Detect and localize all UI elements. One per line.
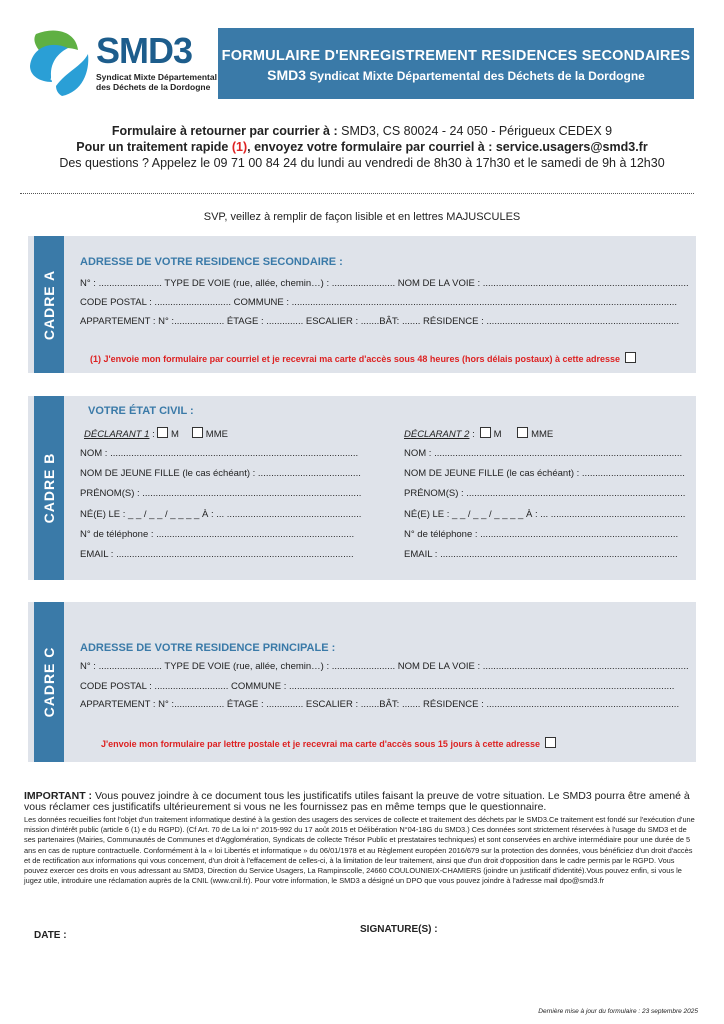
cadre-a-title: ADRESSE DE VOTRE RESIDENCE SECONDAIRE : — [80, 256, 343, 268]
declarant2-m-checkbox[interactable] — [480, 427, 491, 438]
declarant1-header: DÉCLARANT 1 : M MME — [84, 429, 228, 440]
form-subtitle — [218, 67, 694, 83]
cadre-c-label: CADRE C — [41, 646, 57, 718]
logo-subtitle — [96, 72, 217, 92]
declarant1-nom[interactable]: NOM : .............................................................................................. — [80, 448, 359, 459]
cadre-a-checkbox[interactable] — [625, 352, 636, 363]
hands-leaf-icon — [26, 26, 92, 102]
cadre-a-note-text: (1) J'envoie mon formulaire par courriel et je recevrai ma carte d'accès sous 48 heures (hors délais postaux) à cette adresse — [90, 354, 621, 364]
footer-update-date: Dernière mise à jour du formulaire : 23 septembre 2025 — [538, 1008, 698, 1015]
cadre-a-row3[interactable]: APPARTEMENT : N° :................... ÉTAGE : .............. ESCALIER : .......BÂT: ....... RÉSIDENCE : ......................................................................... — [80, 316, 680, 327]
declarant1-label: DÉCLARANT 1 — [84, 429, 150, 440]
cadre-c-row2[interactable]: CODE POSTAL : ............................ COMMUNE : .................................................................................................................................................. — [80, 681, 675, 692]
cadre-c-row1[interactable]: N° : ........................ TYPE DE VOIE (rue, allée, chemin…) : ........................ NOM DE LA VOIE : .............................................................................. — [80, 661, 689, 672]
cadre-a-sidebar — [34, 236, 64, 373]
cadre-c-row3[interactable]: APPARTEMENT : N° :................... ÉTAGE : .............. ESCALIER : .......BÂT: ....... RÉSIDENCE : ......................................................................... — [80, 699, 680, 710]
cadre-a-row1[interactable]: N° : ........................ TYPE DE VOIE (rue, allée, chemin…) : ........................ NOM DE LA VOIE : .............................................................................. — [80, 278, 689, 289]
email-line-b: , envoyez votre formulaire par courriel à : service.usagers@smd3.fr — [247, 140, 648, 154]
declarant2-mme-checkbox[interactable] — [517, 427, 528, 438]
cadre-c-checkbox[interactable] — [545, 737, 556, 748]
cadre-b-title: VOTRE ÉTAT CIVIL : — [88, 405, 194, 417]
declarant2-nom[interactable]: NOM : .............................................................................................. — [404, 448, 683, 459]
declarant1-telephone[interactable]: N° de téléphone : ........................................................................... — [80, 529, 355, 540]
cadre-a-label: CADRE A — [41, 269, 57, 340]
cadre-a-row2[interactable]: CODE POSTAL : ............................. COMMUNE : .................................................................................................................................................. — [80, 297, 678, 308]
return-label: Formulaire à retourner par courrier à : — [111, 124, 342, 138]
declarant1-email[interactable]: EMAIL : .......................................................................................... — [80, 549, 354, 560]
cadre-c-title: ADRESSE DE VOTRE RESIDENCE PRINCIPALE : — [80, 642, 336, 654]
subtitle-acronym: SMD3 — [267, 67, 307, 83]
separator — [20, 193, 694, 194]
declarant2-email[interactable]: EMAIL : .......................................................................................... — [404, 549, 678, 560]
cadre-b-label: CADRE B — [41, 452, 57, 524]
cadre-c — [28, 602, 696, 762]
cadre-a — [28, 236, 696, 373]
cadre-c-note — [101, 737, 556, 749]
important-notice — [24, 791, 700, 813]
date-label: DATE : — [34, 930, 67, 941]
declarant1-m-checkbox[interactable] — [157, 427, 168, 438]
declarant2-prenom[interactable]: PRÉNOM(S) : ................................................................................... — [404, 488, 686, 499]
declarant2-naissance[interactable]: NÉ(E) LE : _ _ / _ _ / _ _ _ _ À : ... ................................................... — [404, 509, 686, 520]
cadre-b-sidebar — [34, 396, 64, 580]
declarant1-mme-label: MME — [205, 429, 228, 440]
instruction-text: SVP, veillez à remplir de façon lisible et en lettres MAJUSCULES — [203, 211, 521, 223]
form-title: FORMULAIRE D'ENREGISTREMENT RESIDENCES SECONDAIRES — [221, 48, 691, 64]
footnote-marker: (1) — [231, 140, 248, 154]
declarant2-mme-label: MME — [531, 429, 554, 440]
phone-line: Des questions ? Appelez le 09 71 00 84 24 du lundi au vendredi de 8h30 à 17h30 et le samedi de 9h à 12h30 — [59, 156, 665, 170]
cadre-c-sidebar — [34, 602, 64, 762]
declarant2-m-label: M — [493, 429, 502, 440]
declarant2-header: DÉCLARANT 2 : M MME — [404, 429, 554, 440]
declarant2-label: DÉCLARANT 2 — [404, 429, 470, 440]
declarant1-m-label: M — [171, 429, 179, 440]
logo-subtitle-line2: des Déchets de la Dordogne — [96, 82, 211, 92]
return-address-line — [0, 123, 724, 139]
signature-label: SIGNATURE(S) : — [360, 924, 438, 935]
logo-wordmark: SMD3 — [96, 30, 193, 71]
subtitle-name: Syndicat Mixte Départemental des Déchets de la Dordogne — [306, 69, 645, 83]
cadre-b — [28, 396, 696, 580]
cadre-c-note-text: J'envoie mon formulaire par lettre postale et je recevrai ma carte d'accès sous 15 jours à cette adresse — [101, 739, 540, 749]
logo-subtitle-line1: Syndicat Mixte Départemental — [96, 72, 217, 82]
legal-text: Les données recueillies font l'objet d'un traitement informatique destiné à la gestion des usagers des services de collecte et traitement des déchets par le SMD3.Ce traitement est fondé sur l'exécution d'une mission d'intérêt public (article 6 (1) e du RGPD). (Cf Art. 70 de La loi n° 2015-992 du 17 août 2015 et Délibération N°04-18G du SMD3.) Ces données sont strictement réservées à l'usage du SMD3 et de ses partenaires (Mairies, Communautés de Communes et d'Agglomération, Syndicats de collecte Trésor Public et prestataires techniques) et sont conservées en archive intermédiaire pour une durée de 5 ans en cas de rupture contractuelle. Conformément à la « loi Libertés et informatique » du 06/01/1978 et au Règlement européen 2016/679 sur la protection des données, vous bénéficiez d'un droit d'accès et de rectification aux informations qui vous concernent, d'un droit à l'effacement de celles-ci, à la limitation de leur traitement, ainsi que d'un droit d'opposition dans le cadre permis par le RGPD. Vous pouvez exercer ces droits en vous adressant au SMD3, Direction du Service Usagers, La Rampinscolle, 24660 COULOUNIEIX-CHAMIERS (joindre un justificatif d'identité).Vous pouvez enfin, si vous le jugez utile, introduire une réclamation auprès de la CNIL (www.cnil.fr). Pour votre information, le SMD3 a désigné un DPO que vous pouvez joindre à l'adresse mail dpo@smd3.fr — [24, 815, 695, 886]
return-address: SMD3, CS 80024 - 24 050 - Périgueux CEDEX 9 — [341, 124, 613, 138]
header-banner — [218, 28, 694, 99]
important-text: Vous pouvez joindre à ce document tous les justificatifs utiles faisant la preuve de votre situation. Le SMD3 pourra être amené à vous réclamer ces justificatifs ultérieurement si vous ne les fournissez pas en même temps que le questionnaire. — [24, 790, 690, 813]
declarant1-mme-checkbox[interactable] — [192, 427, 203, 438]
declarant1-prenom[interactable]: PRÉNOM(S) : ................................................................................... — [80, 488, 362, 499]
email-line — [0, 139, 724, 155]
declarant2-telephone[interactable]: N° de téléphone : ........................................................................... — [404, 529, 679, 540]
declarant2-jeune-fille[interactable]: NOM DE JEUNE FILLE (le cas échéant) : ....................................... — [404, 468, 685, 479]
declarant1-jeune-fille[interactable]: NOM DE JEUNE FILLE (le cas échéant) : ....................................... — [80, 468, 361, 479]
cadre-a-note — [90, 352, 636, 364]
email-line-a: Pour un traitement rapide — [76, 140, 232, 154]
important-label: IMPORTANT : — [24, 790, 95, 802]
declarant1-naissance[interactable]: NÉ(E) LE : _ _ / _ _ / _ _ _ _ À : ... ................................................... — [80, 509, 362, 520]
